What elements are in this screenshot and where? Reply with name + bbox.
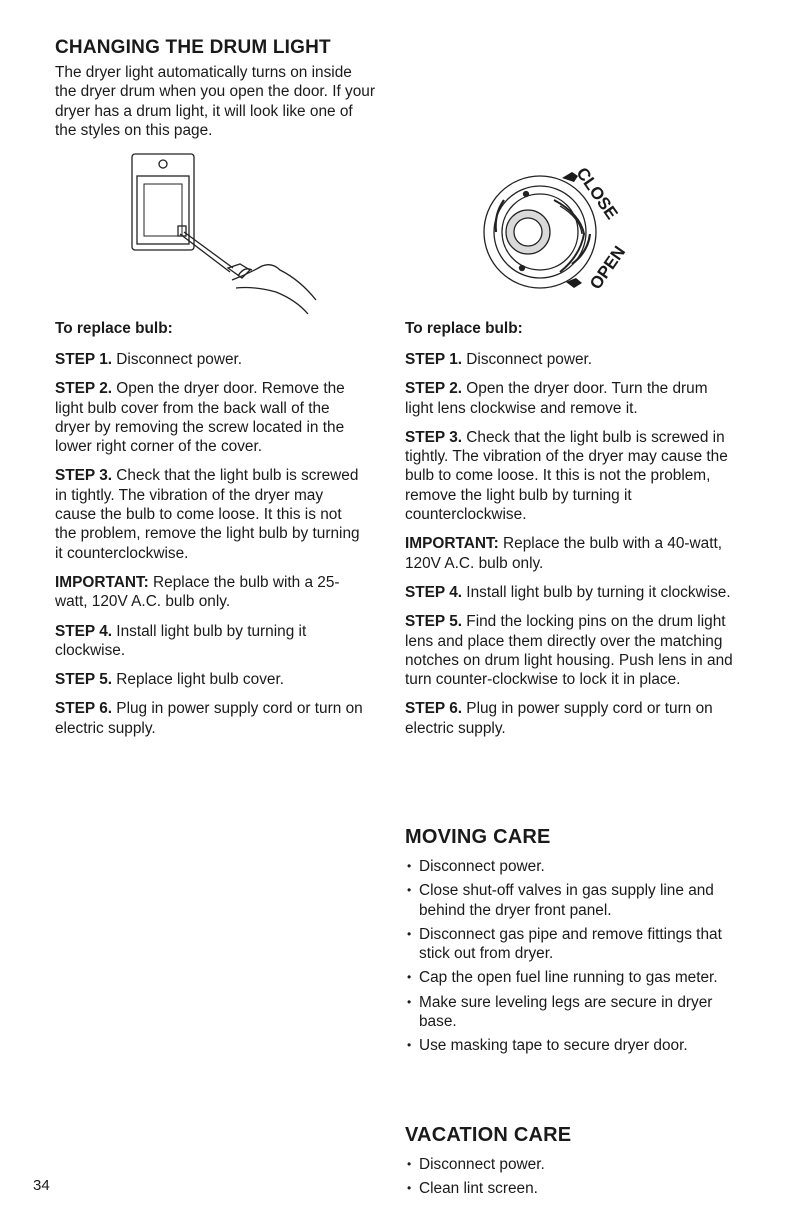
right-step-1: STEP 1. Disconnect power. bbox=[405, 351, 593, 368]
right-subtitle: To replace bulb: bbox=[405, 320, 523, 337]
left-important: IMPORTANT: Replace the bulb with a 25-watt, 120V A.C. bulb only. bbox=[55, 573, 340, 611]
right-step-4: STEP 4. Install light bulb by turning it clockwise. bbox=[405, 583, 731, 601]
list-item: • Disconnect gas pipe and remove fittings that stick out from dryer. bbox=[405, 925, 740, 964]
left-step-6: STEP 6. Plug in power supply cord or turn on electric supply. bbox=[55, 700, 363, 737]
left-step-3: STEP 3. Check that the light bulb is screwed in tightly. The vibration of the dryer may cause the bulb to come loose. It this is not the problem, remove the light bulb by turning it counterclockwise. bbox=[55, 467, 360, 562]
left-step-2: STEP 2. Open the dryer door. Remove the light bulb cover from the back wall of the dryer by removing the screw located in the lower right corner of the cover. bbox=[55, 380, 345, 456]
list-item: • Disconnect power. bbox=[405, 857, 740, 876]
right-step-6: STEP 6. Plug in power supply cord or turn on electric supply. bbox=[405, 700, 713, 737]
list-item: • Cap the open fuel line running to gas meter. bbox=[405, 968, 740, 987]
section-title-drum-light: CHANGING THE DRUM LIGHT bbox=[55, 37, 331, 58]
right-step-3: STEP 3. Check that the light bulb is screwed in tightly. The vibration of the dryer may cause the bulb to come loose. It this is not the problem, remove the light bulb by turning it counterclockwise. bbox=[405, 428, 728, 524]
left-step-1: STEP 1. Disconnect power. bbox=[55, 351, 243, 368]
left-step-4: STEP 4. Install light bulb by turning it clockwise. bbox=[55, 622, 307, 659]
right-column bbox=[405, 320, 740, 748]
left-column bbox=[55, 320, 365, 748]
list-item: • Disconnect power. bbox=[405, 1155, 740, 1174]
round-lens-illustration bbox=[482, 160, 632, 310]
right-important: IMPORTANT: Replace the bulb with a 40-watt, 120V A.C. bulb only. bbox=[405, 535, 723, 572]
light-cover-illustration bbox=[120, 150, 320, 340]
left-step-5: STEP 5. Replace light bulb cover. bbox=[55, 671, 284, 689]
vacation-care-list bbox=[405, 1155, 740, 1199]
vacation-care-section bbox=[405, 1124, 740, 1204]
right-step-2: STEP 2. Open the dryer door. Turn the drum light lens clockwise and remove it. bbox=[405, 380, 708, 417]
list-item: • Close shut-off valves in gas supply line and behind the dryer front panel. bbox=[405, 881, 740, 920]
list-item: • Clean lint screen. bbox=[405, 1179, 740, 1198]
open-direction-label: OPEN bbox=[586, 242, 630, 293]
list-item: • Make sure leveling legs are secure in dryer base. bbox=[405, 993, 740, 1032]
moving-care-list bbox=[405, 857, 740, 1056]
list-item: • Use masking tape to secure dryer door. bbox=[405, 1036, 740, 1055]
moving-care-section bbox=[405, 826, 740, 1061]
section-title-vacation-care: VACATION CARE bbox=[405, 1124, 572, 1146]
drum-light-intro: The dryer light automatically turns on inside the dryer drum when you open the door. If your dryer has a drum light, it will look like one of the styles on this page. bbox=[55, 64, 375, 139]
right-step-5: STEP 5. Find the locking pins on the drum light lens and place them directly over the matching notches on drum light housing. Push lens in and turn counter-clockwise to lock it in place. bbox=[405, 613, 733, 689]
page-number: 34 bbox=[33, 1177, 50, 1194]
section-title-moving-care: MOVING CARE bbox=[405, 826, 551, 848]
left-subtitle: To replace bulb: bbox=[55, 320, 173, 337]
close-direction-label: CLOSE bbox=[572, 164, 622, 223]
